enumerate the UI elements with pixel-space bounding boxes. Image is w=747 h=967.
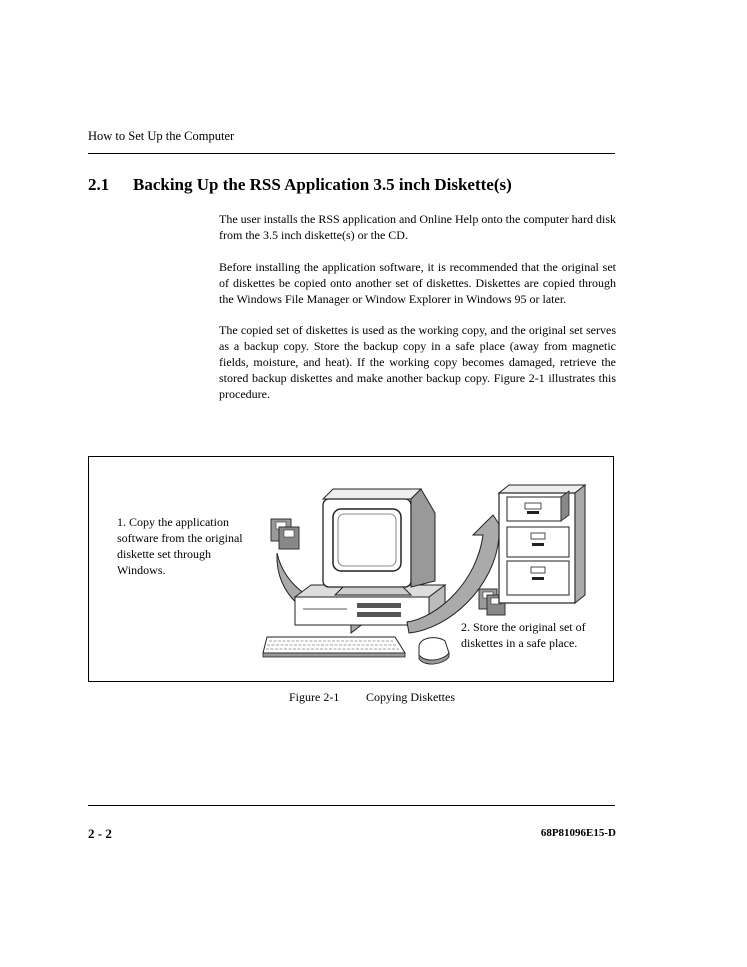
figure-caption-label: Figure 2-1 xyxy=(289,690,340,704)
step-1-text: 1. Copy the application software from the original diskette set through Windows. xyxy=(117,515,243,577)
paragraph-1: The user installs the RSS application and Online Help onto the computer hard disk from the 3.5 inch diskette(s) or the CD. xyxy=(219,212,616,242)
figure-2-1 xyxy=(88,456,614,682)
paragraph-3: The copied set of diskettes is used as the working copy, and the original set serves as a backup copy. Store the backup copy in a safe place (away from magnetic fields, moisture, and heat). If the working copy becomes damaged, retrieve the stored backup diskettes and make another backup copy. Figure 2-1 illustrates this procedure. xyxy=(219,323,616,401)
page-number: 2 - 2 xyxy=(88,826,112,841)
section-title: Backing Up the RSS Application 3.5 inch Diskette(s) xyxy=(133,175,512,194)
document-number: 68P81096E15-D xyxy=(540,827,616,839)
filing-cabinet-icon xyxy=(499,485,585,603)
section-number: 2.1 xyxy=(88,175,110,194)
keyboard-icon xyxy=(263,637,405,657)
running-header: How to Set Up the Computer xyxy=(88,129,235,143)
mouse-icon xyxy=(419,638,449,664)
figure-caption-text: Copying Diskettes xyxy=(366,690,455,704)
step-2-text: 2. Store the original set of diskettes in a safe place. xyxy=(461,620,586,650)
paragraph-2: Before installing the application software, it is recommended that the original set of diskettes be copied onto another set of diskettes. Diskettes are copied through the Windows File Manager or Window Explorer in Windows 95 or later. xyxy=(219,260,616,306)
footer-rule xyxy=(88,805,615,806)
monitor-icon xyxy=(323,489,435,595)
header-rule xyxy=(88,153,615,154)
source-diskettes-icon xyxy=(271,519,299,549)
